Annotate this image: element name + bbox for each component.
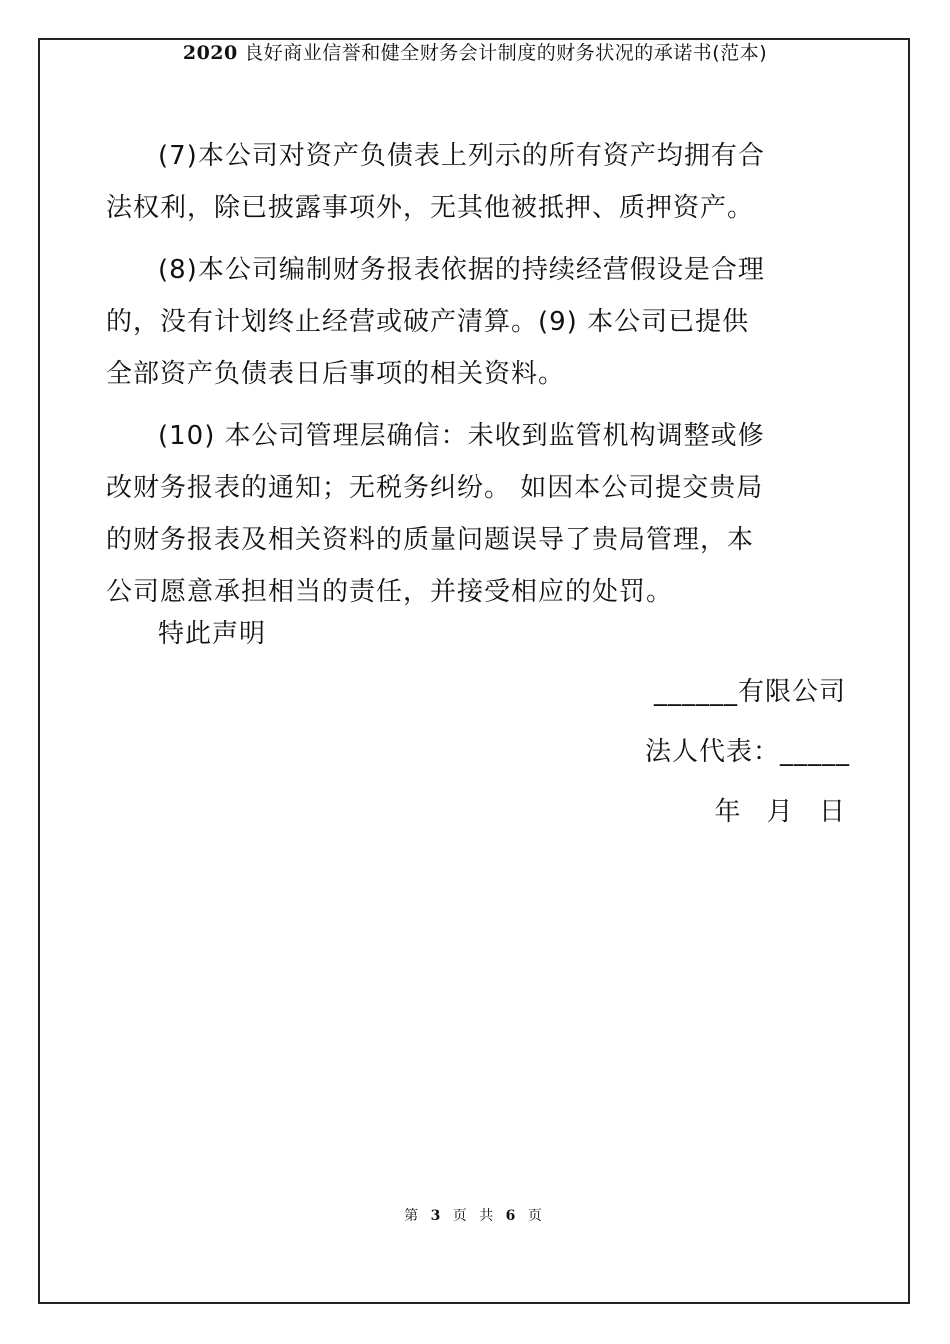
- document-body: [106, 130, 772, 618]
- paragraph-item-10: (10) 本公司管理层确信：未收到监管机构调整或修改财务报表的通知；无税务纠纷。 如因本公司提交贵局的财务报表及相关资料的质量问题误导了贵局管理，本公司愿意承担相当的责任，并接受相应的处罚。: [106, 421, 765, 607]
- footer-prefix: 第: [404, 1208, 423, 1224]
- header-year: 2020: [182, 42, 238, 64]
- footer-current-page: 3: [430, 1208, 445, 1224]
- footer-middle: 页 共: [452, 1208, 498, 1224]
- page-header: [0, 40, 950, 66]
- signature-date: 年 月 日: [714, 797, 854, 827]
- paragraph-item-7: (7)本公司对资产负债表上列示的所有资产均拥有合法权利，除已披露事项外，无其他被抵押、质押资产。: [106, 141, 765, 223]
- signature-legal-rep: 法人代表：_____: [644, 737, 850, 767]
- paragraph-item-8-9: (8)本公司编制财务报表依据的持续经营假设是合理的，没有计划终止经营或破产清算。(9) 本公司已提供全部资产负债表日后事项的相关资料。: [106, 255, 765, 389]
- closing-statement: 特此声明: [158, 619, 267, 649]
- page-footer: [0, 1206, 950, 1226]
- signature-company: ______有限公司: [653, 677, 846, 707]
- footer-total-pages: 6: [505, 1208, 520, 1224]
- header-title: 良好商业信誉和健全财务会计制度的财务状况的承诺书(范本): [244, 42, 768, 64]
- footer-suffix: 页: [527, 1208, 546, 1224]
